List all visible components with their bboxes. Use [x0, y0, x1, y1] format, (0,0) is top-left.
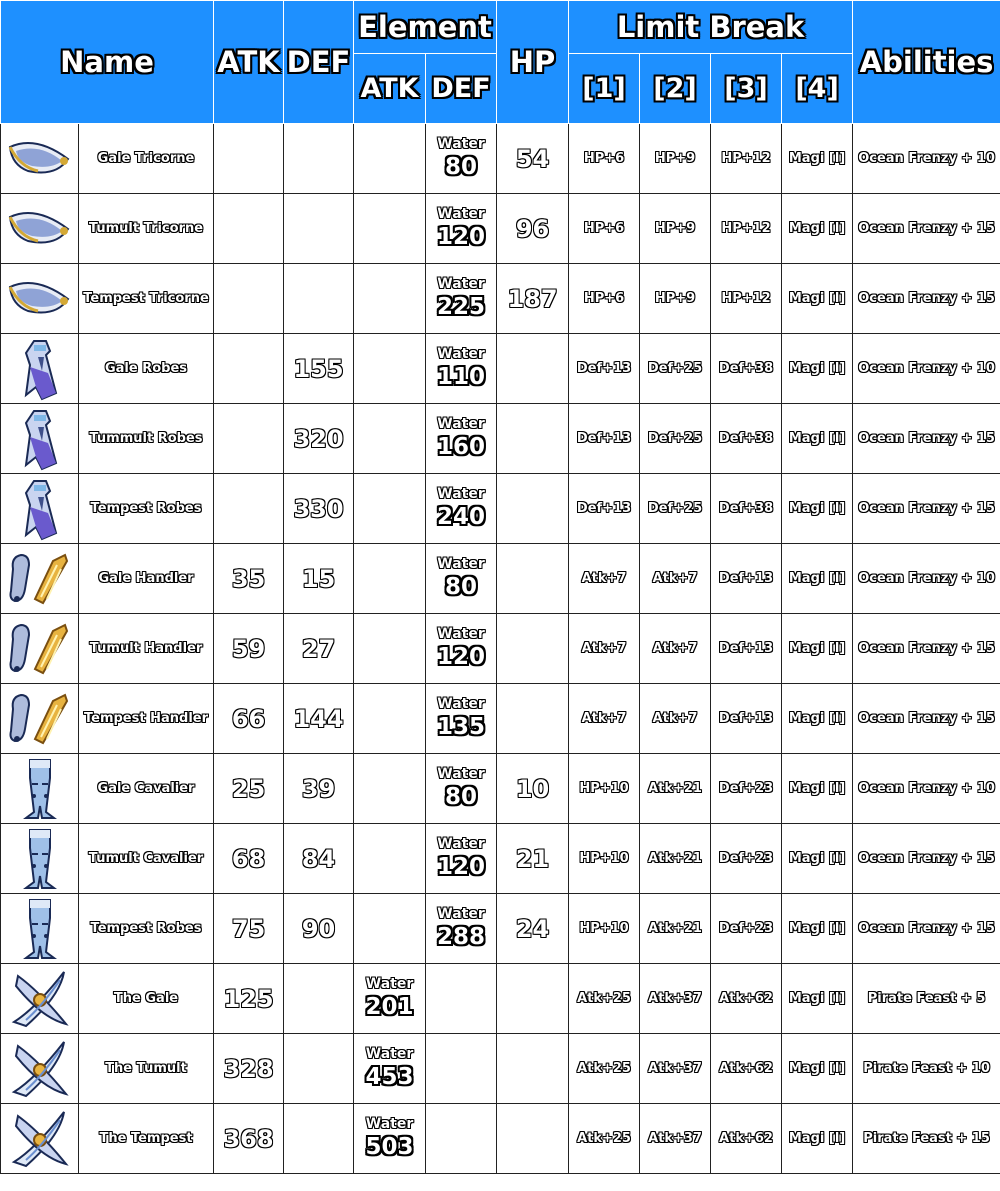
item-name: The Gale: [79, 964, 214, 1034]
header-element: Element: [354, 1, 497, 54]
element-def-cell: [426, 334, 497, 404]
element-def-value: 120: [437, 853, 486, 880]
header-name: Name: [1, 1, 214, 124]
limit-break-1: HP+10: [569, 754, 640, 824]
item-name: Tempest Handler: [79, 684, 214, 754]
element-atk-cell: [354, 404, 426, 474]
element-atk-cell: [354, 334, 426, 404]
ability: Ocean Frenzy + 10: [853, 334, 1000, 404]
hp-value: [497, 544, 569, 614]
table-row: [1, 194, 1000, 264]
element-def-cell: [426, 474, 497, 544]
item-name: Gale Tricorne: [79, 124, 214, 194]
header-lb-3: [3]: [711, 54, 782, 124]
limit-break-3: Atk+62: [711, 1034, 782, 1104]
element-def-type: Water: [437, 205, 485, 222]
header-lb-1: [1]: [569, 54, 640, 124]
limit-break-1: Atk+7: [569, 614, 640, 684]
ability: Ocean Frenzy + 15: [853, 684, 1000, 754]
element-atk-cell: [354, 124, 426, 194]
element-def-type: Water: [437, 275, 485, 292]
robe-icon: [1, 404, 79, 474]
element-def-type: Water: [437, 415, 485, 432]
element-atk-cell: [354, 544, 426, 614]
limit-break-1: Atk+25: [569, 1034, 640, 1104]
element-def-cell: [426, 264, 497, 334]
table-row: [1, 754, 1000, 824]
element-atk-value: 503: [365, 1133, 414, 1160]
def-value: [284, 1034, 354, 1104]
table-row: [1, 824, 1000, 894]
hp-value: [497, 964, 569, 1034]
limit-break-4: Magi [l]: [782, 1104, 853, 1174]
table-row: [1, 474, 1000, 544]
hp-value: [497, 614, 569, 684]
ability: Ocean Frenzy + 15: [853, 894, 1000, 964]
table-row: [1, 264, 1000, 334]
greaves-icon: [1, 754, 79, 824]
item-name: Tempest Robes: [79, 894, 214, 964]
limit-break-4: Magi [l]: [782, 824, 853, 894]
element-def-value: 120: [437, 643, 486, 670]
element-atk-cell: [354, 194, 426, 264]
item-name: Gale Cavalier: [79, 754, 214, 824]
header-lb-4: [4]: [782, 54, 853, 124]
element-def-cell: [426, 964, 497, 1034]
element-def-value: 120: [437, 223, 486, 250]
limit-break-3: Atk+62: [711, 964, 782, 1034]
element-atk-value: 453: [365, 1063, 414, 1090]
element-atk-cell: [354, 964, 426, 1034]
limit-break-4: Magi [l]: [782, 474, 853, 544]
item-name: The Tempest: [79, 1104, 214, 1174]
element-def-cell: [426, 544, 497, 614]
ability: Ocean Frenzy + 15: [853, 614, 1000, 684]
table-row: [1, 544, 1000, 614]
table-row: [1, 334, 1000, 404]
element-def-value: 110: [437, 363, 486, 390]
gauntlet-icon: [1, 544, 79, 614]
hp-value: [497, 404, 569, 474]
element-atk-cell: [354, 1034, 426, 1104]
element-def-cell: [426, 124, 497, 194]
element-def-cell: [426, 404, 497, 474]
hp-value: 54: [497, 124, 569, 194]
def-value: [284, 264, 354, 334]
element-def-type: Water: [437, 345, 485, 362]
atk-value: 125: [214, 964, 284, 1034]
hp-value: 21: [497, 824, 569, 894]
ability: Ocean Frenzy + 15: [853, 264, 1000, 334]
table-row: [1, 1034, 1000, 1104]
limit-break-2: Atk+7: [640, 614, 711, 684]
element-def-cell: [426, 684, 497, 754]
element-atk-cell: [354, 264, 426, 334]
def-value: [284, 1104, 354, 1174]
limit-break-1: Atk+7: [569, 684, 640, 754]
element-def-type: Water: [437, 625, 485, 642]
blade-icon: [1, 1104, 79, 1174]
element-def-cell: [426, 614, 497, 684]
atk-value: [214, 264, 284, 334]
header-def: DEF: [284, 1, 354, 124]
element-def-type: Water: [437, 135, 485, 152]
element-def-type: Water: [437, 485, 485, 502]
element-def-value: 240: [437, 503, 486, 530]
limit-break-4: Magi [l]: [782, 754, 853, 824]
hat-icon: [1, 124, 79, 194]
limit-break-2: Def+25: [640, 474, 711, 544]
ability: Ocean Frenzy + 10: [853, 124, 1000, 194]
atk-value: 368: [214, 1104, 284, 1174]
element-def-type: Water: [437, 905, 485, 922]
limit-break-4: Magi [l]: [782, 124, 853, 194]
header-abilities: Abilities: [853, 1, 1000, 124]
limit-break-3: HP+12: [711, 194, 782, 264]
item-name: Gale Robes: [79, 334, 214, 404]
hp-value: [497, 334, 569, 404]
element-atk-cell: [354, 684, 426, 754]
limit-break-3: Def+13: [711, 684, 782, 754]
def-value: [284, 964, 354, 1034]
element-atk-type: Water: [365, 1045, 414, 1062]
atk-value: 75: [214, 894, 284, 964]
element-def-value: 80: [445, 783, 478, 810]
limit-break-4: Magi [l]: [782, 264, 853, 334]
element-def-cell: [426, 894, 497, 964]
limit-break-1: Atk+25: [569, 1104, 640, 1174]
table-row: [1, 614, 1000, 684]
item-name: Tumult Cavalier: [79, 824, 214, 894]
hp-value: 24: [497, 894, 569, 964]
atk-value: [214, 404, 284, 474]
ability: Pirate Feast + 5: [853, 964, 1000, 1034]
limit-break-4: Magi [l]: [782, 544, 853, 614]
atk-value: 59: [214, 614, 284, 684]
element-def-cell: [426, 1034, 497, 1104]
element-def-type: Water: [437, 835, 485, 852]
element-def-type: Water: [437, 695, 485, 712]
header-atk: ATK: [214, 1, 284, 124]
limit-break-3: Def+23: [711, 824, 782, 894]
header-element-def: DEF: [426, 54, 497, 124]
element-atk-cell: [354, 894, 426, 964]
ability: Ocean Frenzy + 15: [853, 404, 1000, 474]
def-value: 15: [284, 544, 354, 614]
gauntlet-icon: [1, 684, 79, 754]
limit-break-2: Atk+21: [640, 894, 711, 964]
limit-break-2: Atk+7: [640, 544, 711, 614]
robe-icon: [1, 334, 79, 404]
table-row: [1, 964, 1000, 1034]
blade-icon: [1, 964, 79, 1034]
limit-break-4: Magi [l]: [782, 1034, 853, 1104]
element-atk-type: Water: [365, 975, 414, 992]
element-def-value: 80: [445, 153, 478, 180]
element-def-value: 225: [437, 293, 486, 320]
hat-icon: [1, 264, 79, 334]
hp-value: [497, 1034, 569, 1104]
item-name: Gale Handler: [79, 544, 214, 614]
element-atk-type: Water: [365, 1115, 414, 1132]
blade-icon: [1, 1034, 79, 1104]
element-def-value: 135: [437, 713, 486, 740]
element-def-type: Water: [437, 555, 485, 572]
limit-break-1: Def+13: [569, 404, 640, 474]
limit-break-3: Atk+62: [711, 1104, 782, 1174]
limit-break-1: HP+10: [569, 894, 640, 964]
element-atk-cell: [354, 754, 426, 824]
limit-break-1: HP+10: [569, 824, 640, 894]
element-atk-cell: [354, 474, 426, 544]
limit-break-2: Def+25: [640, 334, 711, 404]
atk-value: 66: [214, 684, 284, 754]
def-value: 320: [284, 404, 354, 474]
limit-break-3: Def+13: [711, 544, 782, 614]
limit-break-4: Magi [l]: [782, 684, 853, 754]
element-atk-value: 201: [365, 993, 414, 1020]
atk-value: 68: [214, 824, 284, 894]
table-row: [1, 894, 1000, 964]
ability: Ocean Frenzy + 15: [853, 824, 1000, 894]
limit-break-4: Magi [l]: [782, 334, 853, 404]
limit-break-4: Magi [l]: [782, 194, 853, 264]
hat-icon: [1, 194, 79, 264]
atk-value: 25: [214, 754, 284, 824]
hp-value: [497, 1104, 569, 1174]
ability: Ocean Frenzy + 15: [853, 194, 1000, 264]
limit-break-1: Atk+25: [569, 964, 640, 1034]
limit-break-3: Def+23: [711, 754, 782, 824]
element-def-cell: [426, 1104, 497, 1174]
element-def-value: 80: [445, 573, 478, 600]
hp-value: [497, 474, 569, 544]
limit-break-4: Magi [l]: [782, 964, 853, 1034]
limit-break-1: Def+13: [569, 474, 640, 544]
limit-break-3: Def+38: [711, 404, 782, 474]
limit-break-1: HP+6: [569, 264, 640, 334]
limit-break-3: Def+23: [711, 894, 782, 964]
limit-break-1: Atk+7: [569, 544, 640, 614]
limit-break-2: Atk+37: [640, 964, 711, 1034]
ability: Pirate Feast + 15: [853, 1104, 1000, 1174]
robe-icon: [1, 474, 79, 544]
atk-value: [214, 334, 284, 404]
limit-break-3: HP+12: [711, 264, 782, 334]
table-row: [1, 1104, 1000, 1174]
def-value: 90: [284, 894, 354, 964]
limit-break-3: Def+38: [711, 474, 782, 544]
table-row: [1, 684, 1000, 754]
element-atk-cell: [354, 824, 426, 894]
element-def-type: Water: [437, 765, 485, 782]
gauntlet-icon: [1, 614, 79, 684]
element-atk-cell: [354, 614, 426, 684]
limit-break-2: HP+9: [640, 124, 711, 194]
item-name: The Tumult: [79, 1034, 214, 1104]
hp-value: 10: [497, 754, 569, 824]
def-value: [284, 124, 354, 194]
ability: Ocean Frenzy + 15: [853, 474, 1000, 544]
limit-break-2: Atk+21: [640, 754, 711, 824]
limit-break-3: Def+38: [711, 334, 782, 404]
def-value: 84: [284, 824, 354, 894]
element-def-cell: [426, 194, 497, 264]
hp-value: [497, 684, 569, 754]
table-row: [1, 404, 1000, 474]
limit-break-2: Atk+37: [640, 1104, 711, 1174]
hp-value: 96: [497, 194, 569, 264]
limit-break-4: Magi [l]: [782, 614, 853, 684]
element-atk-cell: [354, 1104, 426, 1174]
item-name: Tempest Tricorne: [79, 264, 214, 334]
ability: Pirate Feast + 10: [853, 1034, 1000, 1104]
limit-break-2: Atk+37: [640, 1034, 711, 1104]
limit-break-2: Def+25: [640, 404, 711, 474]
limit-break-1: HP+6: [569, 194, 640, 264]
header-hp: HP: [497, 1, 569, 124]
limit-break-3: HP+12: [711, 124, 782, 194]
item-name: Tumult Handler: [79, 614, 214, 684]
limit-break-2: Atk+21: [640, 824, 711, 894]
limit-break-4: Magi [l]: [782, 894, 853, 964]
element-def-cell: [426, 824, 497, 894]
item-name: Tempest Robes: [79, 474, 214, 544]
header-lb-2: [2]: [640, 54, 711, 124]
limit-break-1: HP+6: [569, 124, 640, 194]
element-def-value: 160: [437, 433, 486, 460]
atk-value: [214, 194, 284, 264]
def-value: 144: [284, 684, 354, 754]
atk-value: [214, 474, 284, 544]
greaves-icon: [1, 894, 79, 964]
def-value: 155: [284, 334, 354, 404]
ability: Ocean Frenzy + 10: [853, 544, 1000, 614]
limit-break-2: Atk+7: [640, 684, 711, 754]
limit-break-4: Magi [l]: [782, 404, 853, 474]
limit-break-3: Def+13: [711, 614, 782, 684]
hp-value: 187: [497, 264, 569, 334]
element-def-cell: [426, 754, 497, 824]
def-value: 330: [284, 474, 354, 544]
table-row: [1, 124, 1000, 194]
def-value: 39: [284, 754, 354, 824]
item-name: Tummult Robes: [79, 404, 214, 474]
atk-value: [214, 124, 284, 194]
limit-break-1: Def+13: [569, 334, 640, 404]
ability: Ocean Frenzy + 10: [853, 754, 1000, 824]
header-element-atk: ATK: [354, 54, 426, 124]
item-name: Tumult Tricorne: [79, 194, 214, 264]
atk-value: 328: [214, 1034, 284, 1104]
greaves-icon: [1, 824, 79, 894]
def-value: 27: [284, 614, 354, 684]
def-value: [284, 194, 354, 264]
limit-break-2: HP+9: [640, 264, 711, 334]
element-def-value: 288: [437, 923, 486, 950]
atk-value: 35: [214, 544, 284, 614]
header-limit-break: Limit Break: [569, 1, 853, 54]
limit-break-2: HP+9: [640, 194, 711, 264]
